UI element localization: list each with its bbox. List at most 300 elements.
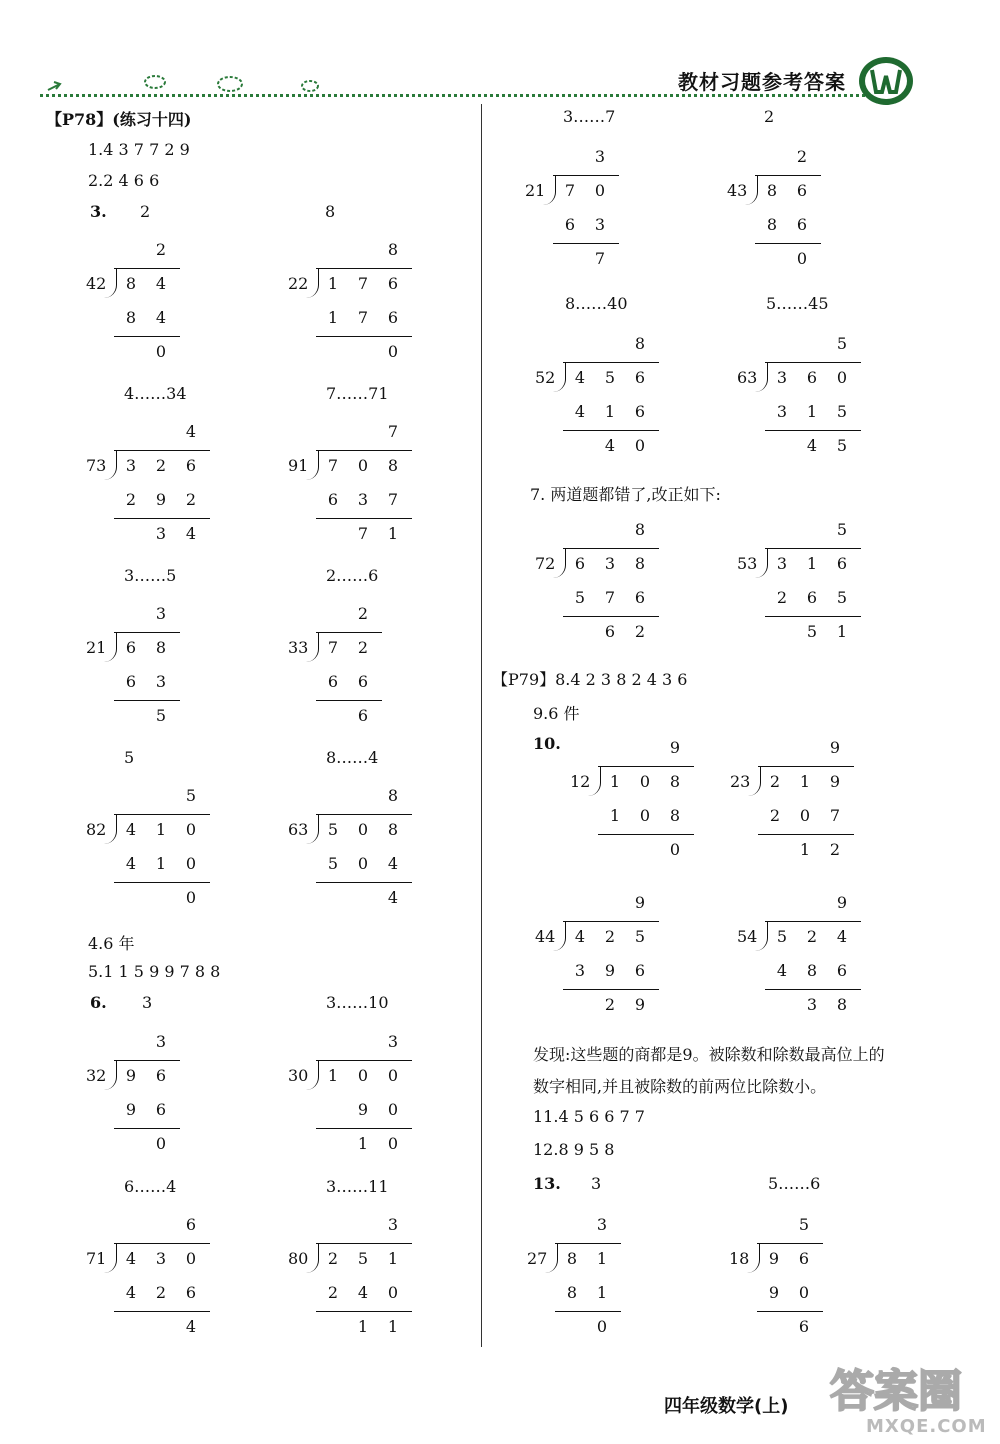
remainder-digit: 1 [387, 1317, 399, 1336]
division-bar [114, 450, 210, 451]
remainder-digit: 0 [596, 1317, 608, 1336]
remainder-digit: 4 [806, 436, 818, 455]
remainder-digit: 1 [357, 1134, 369, 1153]
dividend-digit: 8 [125, 274, 137, 293]
divisor: 30 [288, 1066, 309, 1085]
answer-8: 【P79】8.4 2 3 8 2 4 3 6 [492, 670, 688, 689]
answer-6-number: 6. [90, 993, 107, 1012]
remainder-digit: 7 [357, 524, 369, 543]
watermark-text: MXQE.COM [866, 1416, 987, 1437]
divisor: 21 [86, 638, 107, 657]
long-division [729, 1215, 825, 1351]
remainder-digit: 6 [357, 706, 369, 725]
dividend-digit: 0 [357, 820, 369, 839]
division-bar [563, 548, 659, 549]
answer-3-result-b: 8 [325, 202, 336, 221]
remainder-digit: 3 [806, 995, 818, 1014]
dividend-digit: 8 [387, 820, 399, 839]
product-digit: 9 [357, 1100, 369, 1119]
product-digit: 7 [357, 308, 369, 327]
division-bar [563, 362, 659, 363]
subtraction-line [114, 700, 180, 701]
product-digit: 6 [327, 490, 339, 509]
remainder-digit: 8 [836, 995, 848, 1014]
dividend-digit: 0 [357, 1066, 369, 1085]
division-bar [553, 175, 619, 176]
long-division [86, 422, 212, 558]
header-divider [40, 94, 865, 97]
remainder-digit: 4 [387, 888, 399, 907]
divisor: 80 [288, 1249, 309, 1268]
remainder-digit: 9 [634, 995, 646, 1014]
dividend-digit: 3 [776, 368, 788, 387]
subtraction-line [757, 1311, 823, 1312]
product-digit: 6 [806, 588, 818, 607]
long-division [288, 240, 414, 376]
product-digit: 8 [766, 215, 778, 234]
long-division [527, 1215, 623, 1351]
dividend-digit: 0 [357, 456, 369, 475]
remainder-digit: 7 [594, 249, 606, 268]
dividend-digit: 5 [604, 368, 616, 387]
product-digit: 9 [768, 1283, 780, 1302]
divisor: 22 [288, 274, 309, 293]
answer-3-result-a: 2 [140, 202, 151, 221]
quotient: 3 [594, 147, 606, 166]
divisor: 52 [535, 368, 556, 387]
subtraction-line [316, 700, 382, 701]
product-digit: 5 [327, 854, 339, 873]
long-division [730, 738, 856, 874]
quotient: 5 [185, 786, 197, 805]
product-digit: 6 [634, 588, 646, 607]
product-digit: 4 [155, 308, 167, 327]
dividend-digit: 4 [155, 274, 167, 293]
subtraction-line [755, 243, 821, 244]
quotient: 3 [155, 604, 167, 623]
dividend-digit: 6 [798, 1249, 810, 1268]
result-text: 5 [124, 748, 135, 767]
quotient: 9 [634, 893, 646, 912]
product-digit: 2 [769, 806, 781, 825]
divisor: 33 [288, 638, 309, 657]
finding-line-1: 发现:这些题的商都是9。被除数和除数最高位上的 [533, 1045, 885, 1064]
product-digit: 0 [639, 806, 651, 825]
footer-title: 四年级数学(上) [664, 1396, 789, 1417]
divisor: 72 [535, 554, 556, 573]
long-division [288, 1032, 414, 1168]
dividend-digit: 5 [634, 927, 646, 946]
subtraction-line [114, 336, 180, 337]
subtraction-line [316, 1311, 412, 1312]
dividend-digit: 9 [125, 1066, 137, 1085]
dividend-digit: 5 [327, 820, 339, 839]
divisor: 71 [86, 1249, 107, 1268]
quotient: 3 [155, 1032, 167, 1051]
dividend-digit: 2 [357, 638, 369, 657]
product-digit: 4 [776, 961, 788, 980]
dividend-digit: 0 [594, 181, 606, 200]
dividend-digit: 2 [604, 927, 616, 946]
remainder-digit: 2 [829, 840, 841, 859]
product-digit: 2 [125, 490, 137, 509]
dividend-digit: 1 [155, 820, 167, 839]
divisor: 12 [570, 772, 591, 791]
remainder-digit: 1 [799, 840, 811, 859]
dividend-digit: 0 [387, 1066, 399, 1085]
quotient: 8 [634, 334, 646, 353]
dividend-digit: 6 [836, 554, 848, 573]
divisor: 27 [527, 1249, 548, 1268]
dividend-digit: 3 [604, 554, 616, 573]
remainder-digit: 4 [185, 524, 197, 543]
quotient: 5 [836, 520, 848, 539]
divisor: 18 [729, 1249, 750, 1268]
divisor: 73 [86, 456, 107, 475]
dividend-digit: 9 [768, 1249, 780, 1268]
result-text: 5……45 [766, 294, 829, 313]
product-digit: 9 [155, 490, 167, 509]
division-bar [316, 268, 412, 269]
subtraction-line [563, 989, 659, 990]
subtraction-line [758, 834, 854, 835]
quotient: 7 [387, 422, 399, 441]
quotient: 9 [836, 893, 848, 912]
subtraction-line [114, 1128, 180, 1129]
divisor: 63 [288, 820, 309, 839]
subtraction-line [765, 616, 861, 617]
product-digit: 0 [387, 1100, 399, 1119]
remainder-digit: 0 [387, 1134, 399, 1153]
remainder-digit: 0 [796, 249, 808, 268]
divisor: 44 [535, 927, 556, 946]
remainder-digit: 0 [185, 888, 197, 907]
product-digit: 2 [776, 588, 788, 607]
dividend-digit: 6 [796, 181, 808, 200]
dividend-digit: 4 [125, 820, 137, 839]
product-digit: 3 [594, 215, 606, 234]
dividend-digit: 2 [155, 456, 167, 475]
result-text: 3……5 [124, 566, 177, 585]
book-logo-icon [858, 56, 914, 106]
dividend-digit: 3 [125, 456, 137, 475]
dividend-digit: 4 [125, 1249, 137, 1268]
quotient: 9 [829, 738, 841, 757]
remainder-digit: 1 [357, 1317, 369, 1336]
subtraction-line [316, 518, 412, 519]
finding-line-2: 数字相同,并且被除数的前两位比除数小。 [533, 1077, 827, 1096]
product-digit: 2 [327, 1283, 339, 1302]
remainder-digit: 2 [604, 995, 616, 1014]
division-bar [316, 632, 382, 633]
subtraction-line [553, 243, 619, 244]
long-division [288, 422, 414, 558]
dividend-digit: 8 [634, 554, 646, 573]
product-digit: 0 [357, 854, 369, 873]
long-division [535, 520, 661, 656]
product-digit: 7 [604, 588, 616, 607]
subtraction-line [114, 518, 210, 519]
quotient: 5 [798, 1215, 810, 1234]
product-digit: 1 [604, 402, 616, 421]
dividend-digit: 1 [596, 1249, 608, 1268]
dividend-digit: 8 [669, 772, 681, 791]
dividend-digit: 5 [357, 1249, 369, 1268]
dividend-digit: 0 [836, 368, 848, 387]
product-digit: 0 [185, 854, 197, 873]
subtraction-line [765, 430, 861, 431]
dividend-digit: 0 [185, 1249, 197, 1268]
dividend-digit: 7 [327, 456, 339, 475]
division-bar [758, 766, 854, 767]
product-digit: 5 [836, 402, 848, 421]
product-digit: 4 [387, 854, 399, 873]
answer-2: 2.2 4 6 6 [88, 171, 160, 190]
divisor: 23 [730, 772, 751, 791]
subtraction-line [598, 834, 694, 835]
dividend-digit: 0 [639, 772, 651, 791]
product-digit: 5 [574, 588, 586, 607]
long-division [86, 1032, 182, 1168]
remainder-digit: 0 [387, 342, 399, 361]
dividend-digit: 6 [574, 554, 586, 573]
long-division [86, 604, 182, 740]
dividend-digit: 1 [327, 274, 339, 293]
answer-13-result-a: 3 [591, 1174, 602, 1193]
header-title: 教材习题参考答案 [678, 70, 846, 94]
division-bar [316, 450, 412, 451]
result-text: 3……7 [563, 107, 616, 126]
result-text: 2……6 [326, 566, 379, 585]
division-bar [765, 921, 861, 922]
division-bar [114, 268, 180, 269]
section-heading: 【P78】(练习十四) [46, 110, 192, 129]
product-digit: 6 [634, 961, 646, 980]
dividend-digit: 2 [806, 927, 818, 946]
divisor: 82 [86, 820, 107, 839]
product-digit: 3 [776, 402, 788, 421]
remainder-digit: 0 [634, 436, 646, 455]
product-digit: 4 [357, 1283, 369, 1302]
remainder-digit: 6 [798, 1317, 810, 1336]
answer-9: 9.6 件 [533, 704, 580, 723]
dividend-digit: 1 [387, 1249, 399, 1268]
quotient: 4 [185, 422, 197, 441]
answer-13-number: 13. [533, 1174, 561, 1193]
dividend-digit: 6 [185, 456, 197, 475]
answer-10-number: 10. [533, 734, 561, 753]
dividend-digit: 1 [609, 772, 621, 791]
product-digit: 6 [796, 215, 808, 234]
quotient: 3 [596, 1215, 608, 1234]
dividend-digit: 6 [387, 274, 399, 293]
product-digit: 2 [155, 1283, 167, 1302]
division-bar [316, 814, 412, 815]
remainder-digit: 0 [155, 342, 167, 361]
long-division [535, 334, 661, 470]
quotient: 2 [155, 240, 167, 259]
subtraction-line [555, 1311, 621, 1312]
result-text: 8……40 [565, 294, 628, 313]
division-bar [755, 175, 821, 176]
result-text: 8……4 [326, 748, 379, 767]
subtraction-line [316, 1128, 412, 1129]
answer-5: 5.1 1 5 9 9 7 8 8 [88, 962, 221, 981]
dividend-digit: 2 [769, 772, 781, 791]
remainder-digit: 5 [836, 436, 848, 455]
product-digit: 4 [574, 402, 586, 421]
quotient: 3 [387, 1032, 399, 1051]
division-bar [765, 548, 861, 549]
dividend-digit: 4 [574, 368, 586, 387]
remainder-digit: 5 [806, 622, 818, 641]
dividend-digit: 4 [574, 927, 586, 946]
product-digit: 6 [387, 308, 399, 327]
product-digit: 2 [185, 490, 197, 509]
dividend-digit: 8 [566, 1249, 578, 1268]
subtraction-line [563, 616, 659, 617]
product-digit: 5 [836, 588, 848, 607]
column-divider [481, 104, 482, 1347]
long-division [86, 786, 212, 922]
dividend-digit: 7 [357, 274, 369, 293]
quotient: 3 [387, 1215, 399, 1234]
dividend-digit: 1 [806, 554, 818, 573]
subtraction-line [563, 430, 659, 431]
dividend-digit: 6 [634, 368, 646, 387]
divisor: 21 [525, 181, 546, 200]
quotient: 8 [634, 520, 646, 539]
product-digit: 8 [566, 1283, 578, 1302]
result-text: 6……4 [124, 1177, 177, 1196]
product-digit: 6 [634, 402, 646, 421]
answer-4: 4.6 年 [88, 934, 135, 953]
remainder-digit: 1 [387, 524, 399, 543]
product-digit: 8 [806, 961, 818, 980]
long-division [86, 240, 182, 376]
dividend-digit: 1 [327, 1066, 339, 1085]
dividend-digit: 7 [327, 638, 339, 657]
product-digit: 0 [798, 1283, 810, 1302]
dividend-digit: 8 [155, 638, 167, 657]
dividend-digit: 7 [564, 181, 576, 200]
division-bar [316, 1243, 412, 1244]
divisor: 42 [86, 274, 107, 293]
product-digit: 3 [357, 490, 369, 509]
watermark-logo-text: 答案圈 [830, 1366, 962, 1417]
product-digit: 6 [357, 672, 369, 691]
division-bar [114, 632, 180, 633]
dividend-digit: 2 [327, 1249, 339, 1268]
answer-13-result-b: 5……6 [768, 1174, 821, 1193]
remainder-digit: 0 [155, 1134, 167, 1153]
dividend-digit: 4 [836, 927, 848, 946]
product-digit: 9 [604, 961, 616, 980]
subtraction-line [765, 989, 861, 990]
remainder-digit: 2 [634, 622, 646, 641]
product-digit: 3 [574, 961, 586, 980]
answer-1: 1.4 3 7 7 2 9 [88, 140, 190, 159]
dividend-digit: 8 [766, 181, 778, 200]
divisor: 91 [288, 456, 309, 475]
long-division [288, 786, 414, 922]
product-digit: 9 [125, 1100, 137, 1119]
answer-12: 12.8 9 5 8 [533, 1140, 615, 1159]
quotient: 5 [836, 334, 848, 353]
remainder-digit: 3 [155, 524, 167, 543]
product-digit: 7 [829, 806, 841, 825]
long-division [525, 147, 621, 283]
dividend-digit: 0 [185, 820, 197, 839]
product-digit: 1 [596, 1283, 608, 1302]
quotient: 2 [357, 604, 369, 623]
long-division [737, 334, 863, 470]
answer-3-number: 3. [90, 202, 107, 221]
quotient: 8 [387, 786, 399, 805]
quotient: 9 [669, 738, 681, 757]
product-digit: 3 [155, 672, 167, 691]
division-bar [598, 766, 694, 767]
divisor: 54 [737, 927, 758, 946]
dividend-digit: 6 [806, 368, 818, 387]
division-bar [563, 921, 659, 922]
remainder-digit: 4 [185, 1317, 197, 1336]
remainder-digit: 4 [604, 436, 616, 455]
division-bar [757, 1243, 823, 1244]
long-division [288, 604, 384, 740]
remainder-digit: 6 [604, 622, 616, 641]
divisor: 32 [86, 1066, 107, 1085]
quotient: 6 [185, 1215, 197, 1234]
product-digit: 6 [185, 1283, 197, 1302]
dividend-digit: 1 [799, 772, 811, 791]
product-digit: 0 [387, 1283, 399, 1302]
product-digit: 1 [806, 402, 818, 421]
product-digit: 4 [125, 1283, 137, 1302]
answer-7: 7. 两道题都错了,改正如下: [530, 485, 721, 504]
product-digit: 1 [155, 854, 167, 873]
divisor: 63 [737, 368, 758, 387]
dividend-digit: 5 [776, 927, 788, 946]
result-text: 2 [764, 107, 775, 126]
long-division [535, 893, 661, 1029]
answer-6-result-b: 3……10 [326, 993, 389, 1012]
long-division [570, 738, 696, 874]
product-digit: 1 [327, 308, 339, 327]
dividend-digit: 3 [776, 554, 788, 573]
product-digit: 6 [327, 672, 339, 691]
quotient: 2 [796, 147, 808, 166]
product-digit: 4 [125, 854, 137, 873]
answer-11: 11.4 5 6 6 7 7 [533, 1107, 645, 1126]
subtraction-line [316, 336, 412, 337]
product-digit: 6 [836, 961, 848, 980]
remainder-digit: 0 [669, 840, 681, 859]
product-digit: 6 [564, 215, 576, 234]
product-digit: 7 [387, 490, 399, 509]
result-text: 3……11 [326, 1177, 389, 1196]
product-digit: 0 [799, 806, 811, 825]
remainder-digit: 5 [155, 706, 167, 725]
dividend-digit: 6 [155, 1066, 167, 1085]
product-digit: 6 [155, 1100, 167, 1119]
dividend-digit: 3 [155, 1249, 167, 1268]
divisor: 43 [727, 181, 748, 200]
product-digit: 8 [669, 806, 681, 825]
division-bar [555, 1243, 621, 1244]
division-bar [114, 1060, 180, 1061]
long-division [86, 1215, 212, 1351]
